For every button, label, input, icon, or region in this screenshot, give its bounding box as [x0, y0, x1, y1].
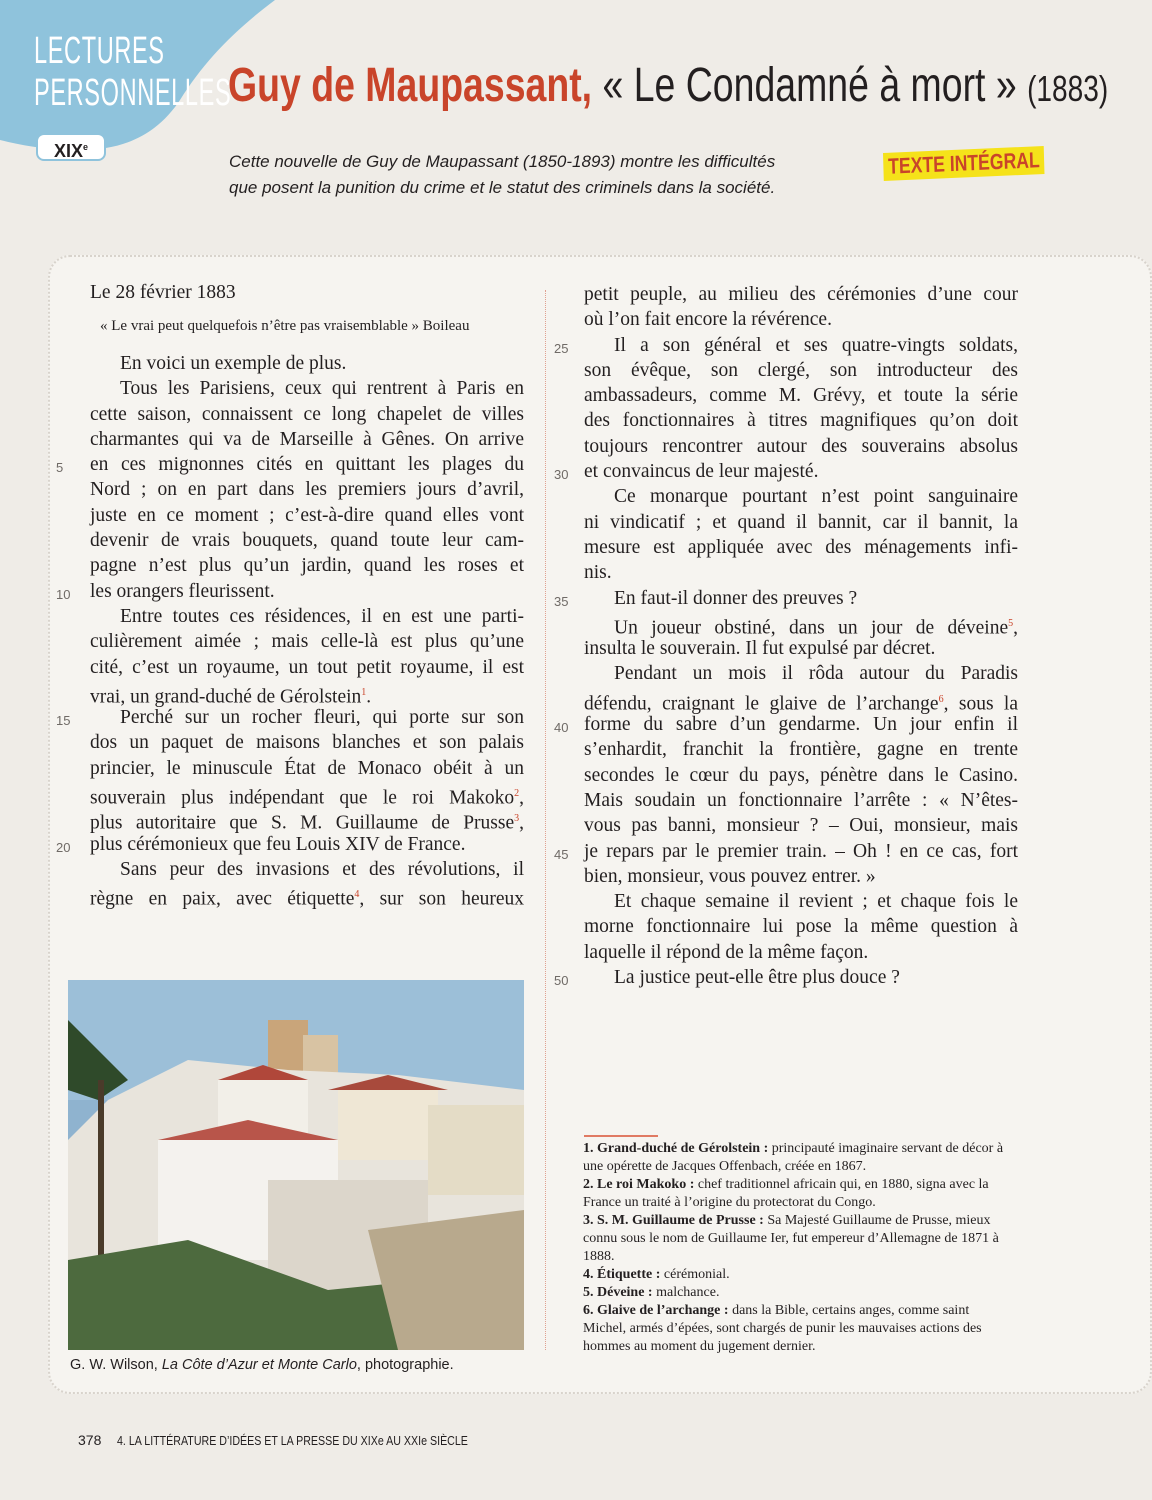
- line-text: ni vindicatif ; et quand il bannit, car il bannit, la: [584, 511, 1018, 533]
- text-line: [584, 636, 1018, 661]
- footnote: [583, 1140, 1015, 1176]
- line-number: 45: [554, 846, 569, 862]
- line-text: Perché sur un rocher fleuri, qui porte sur son: [120, 707, 524, 729]
- line-number: 35: [554, 593, 569, 609]
- page-footer: [78, 1432, 545, 1448]
- text-line: [584, 434, 1018, 459]
- text-line: [90, 477, 524, 502]
- page-title: [228, 58, 1108, 113]
- text-line: [90, 781, 524, 809]
- footnote-ref: 4: [354, 889, 360, 901]
- line-text: souverain plus indépendant que le roi Makoko: [90, 787, 515, 809]
- footnote: [583, 1176, 1015, 1212]
- footnote-term: 6. Glaive de l’archange :: [583, 1303, 729, 1318]
- text-line: [90, 857, 524, 882]
- line-text: vrai, un grand-duché de Gérolstein: [90, 686, 362, 708]
- line-text: plus cérémonieux que feu Louis XIV de France.: [90, 833, 466, 855]
- text-line: [584, 687, 1019, 715]
- text-line: [584, 763, 1018, 788]
- text-line: [90, 655, 524, 680]
- text-line: [584, 510, 1018, 535]
- text-line: [584, 864, 1018, 889]
- line-text: Tous les Parisiens, ceux qui rentrent à Paris en: [120, 378, 524, 400]
- line-text: où l’on fait encore la révérence.: [584, 309, 832, 331]
- footnote-ref: 3: [514, 813, 520, 825]
- chapter-title: 4. LA LITTÉRATURE D’IDÉES ET LA PRESSE DU XIXe AU XXIe SIÈCLE: [117, 1433, 469, 1448]
- caption-title: La Côte d’Azur et Monte Carlo: [161, 1357, 357, 1373]
- line-text: , sous la: [943, 693, 1019, 715]
- text-line: [56, 832, 524, 857]
- text-line: [90, 756, 524, 781]
- line-text: Il a son général et ses quatre-vingts soldats,: [614, 334, 1018, 356]
- line-number: 5: [56, 460, 64, 476]
- footnote: [583, 1266, 1015, 1284]
- line-text: s’enhardit, franchit la frontière, gagne en trente: [584, 739, 1018, 761]
- line-text: laquelle il répond de la même façon.: [584, 941, 869, 963]
- page-number: 378: [78, 1432, 102, 1448]
- text-line: [584, 737, 1018, 762]
- epigraph: « Le vrai peut quelquefois n’être pas vraisemblable » Boileau: [100, 318, 470, 334]
- caption-author: G. W. Wilson,: [70, 1357, 162, 1373]
- line-text: défendu, craignant le glaive de l’archange: [584, 693, 939, 715]
- footnote: [583, 1212, 1015, 1266]
- photo-caption: [70, 1357, 454, 1373]
- text-line: [90, 604, 524, 629]
- line-text: petit peuple, au milieu des cérémonies d’une cour: [584, 284, 1018, 305]
- text-line: [554, 586, 1018, 611]
- footnote-ref: 6: [938, 693, 944, 705]
- text-line: [584, 383, 1018, 408]
- text-line: [584, 661, 1018, 686]
- line-text: cité, c’est un royaume, un tout petit royaume, il est: [90, 656, 524, 678]
- intro-line: Cette nouvelle de Guy de Maupassant (1850-1893) montre les difficultés: [229, 152, 776, 171]
- line-text: pagne n’est plus qu’un jardin, quand les roses et: [90, 555, 524, 577]
- text-line: [554, 712, 1018, 737]
- footnote-ref: 2: [514, 788, 520, 800]
- text-line: [90, 629, 524, 654]
- line-text: son évêque, son clergé, son introducteur des: [584, 359, 1018, 381]
- section-label-line1: LECTURES: [34, 30, 165, 72]
- text-line: [90, 351, 524, 376]
- line-text: bien, monsieur, vous pouvez entrer. »: [584, 865, 876, 887]
- footnote: [583, 1284, 1015, 1302]
- line-text: En faut-il donner des preuves ?: [614, 587, 858, 609]
- footnote-definition: malchance.: [652, 1285, 720, 1300]
- line-text: Et chaque semaine il revient ; et chaque fois le: [614, 891, 1018, 913]
- footnote-ref: 1: [361, 686, 367, 698]
- footnote-definition: Sa Majesté Guillaume de Prusse, mieux connu sous le nom de Guillaume Ier, fut empereur d’Allemagne de 1871 à 1888.: [583, 1213, 999, 1264]
- text-line: [584, 535, 1018, 560]
- line-number: 25: [554, 340, 569, 356]
- text-column-left: [56, 351, 524, 910]
- line-text: Entre toutes ces résidences, il en est une parti-: [120, 605, 524, 627]
- line-text: secondes le cœur du pays, pénètre dans le Casino.: [584, 764, 1018, 786]
- line-text: Sans peur des invasions et des révolutions, il: [120, 858, 524, 880]
- text-line: [584, 611, 1018, 639]
- text-column-right: [554, 282, 1019, 990]
- line-number: 10: [56, 586, 71, 602]
- footnote: [583, 1302, 1015, 1356]
- text-line: [584, 484, 1018, 509]
- footnote-ref: 5: [1008, 617, 1014, 629]
- text-line: [554, 333, 1018, 358]
- line-text: je repars par le premier train. – Oh ! en ce cas, fort: [584, 840, 1018, 862]
- footnote-term: 4. Étiquette :: [583, 1267, 661, 1282]
- text-line: [90, 882, 524, 910]
- line-text: ,: [519, 812, 524, 834]
- line-number: 15: [56, 713, 71, 729]
- text-line: [90, 730, 524, 755]
- caption-rest: , photographie.: [356, 1357, 454, 1373]
- line-text: des fonctionnaires à titres magnifiques qu’on doit: [584, 410, 1018, 432]
- line-text: mesure est appliquée avec des ménagements infi-: [584, 536, 1018, 558]
- line-text: en ces mignonnes cités en quittant les plages du: [90, 454, 524, 476]
- line-text: En voici un exemple de plus.: [120, 353, 347, 374]
- line-text: règne en paix, avec étiquette: [90, 888, 355, 910]
- text-line: [90, 680, 524, 708]
- line-text: dos un paquet de maisons blanches et son palais: [90, 732, 524, 754]
- text-line: [584, 889, 1018, 914]
- line-text: morne fonctionnaire lui pose la même question à: [584, 916, 1018, 938]
- footnote-definition: cérémonial.: [660, 1267, 730, 1282]
- title-author: Guy de Maupassant,: [228, 59, 593, 112]
- text-line: [90, 427, 524, 452]
- text-line: [584, 940, 1018, 965]
- text-line: [56, 579, 524, 604]
- line-number: 50: [554, 973, 569, 989]
- line-text: ambassadeurs, comme M. Grévy, et toute la série: [584, 385, 1018, 407]
- line-text: nis.: [584, 562, 612, 584]
- line-text: juste en ce moment ; c’est-à-dire quand elles vont: [90, 504, 524, 526]
- footnote-term: 5. Déveine :: [583, 1285, 653, 1300]
- text-line: [584, 408, 1018, 433]
- line-text: Mais soudain un fonctionnaire l’arrête : « N’êtes-: [584, 789, 1018, 811]
- text-line: [584, 282, 1018, 307]
- intro-line: que posent la punition du crime et le statut des criminels dans la société.: [229, 178, 776, 197]
- line-text: et convaincus de leur majesté.: [584, 461, 819, 483]
- footnotes: [583, 1140, 1015, 1356]
- text-line: [90, 553, 524, 578]
- letter-date: Le 28 février 1883: [90, 282, 236, 303]
- line-text: Pendant un mois il rôda autour du Paradis: [614, 663, 1018, 685]
- line-text: insulta le souverain. Il fut expulsé par décret.: [584, 638, 936, 660]
- line-text: plus autoritaire que S. M. Guillaume de Prusse: [90, 812, 515, 834]
- text-line: [90, 806, 524, 834]
- line-text: culièrement aimée ; mais celle-là est plus qu’une: [90, 631, 524, 653]
- text-line: [90, 528, 524, 553]
- line-text: La justice peut-elle être plus douce ?: [614, 967, 900, 989]
- section-label-line2: PERSONNELLES: [34, 72, 232, 114]
- line-text: .: [366, 686, 372, 708]
- line-text: Ce monarque pourtant n’est point sanguinaire: [614, 486, 1018, 508]
- line-text: ,: [519, 787, 524, 809]
- text-line: [56, 705, 524, 730]
- line-text: , sur son heureux: [359, 888, 524, 910]
- line-text: cette saison, connaissent ce long chapelet de villes: [90, 403, 524, 425]
- century-sup: e: [83, 142, 89, 152]
- line-text: princier, le minuscule État de Monaco obéit à un: [90, 757, 524, 779]
- century-badge: [36, 133, 106, 161]
- footnote-term: 3. S. M. Guillaume de Prusse :: [583, 1213, 764, 1228]
- monaco-photo: [68, 980, 524, 1350]
- footnote-definition: chef traditionnel africain qui, en 1880, signa avec la France un traité à l’origine du protectorat du Congo.: [583, 1177, 989, 1210]
- line-text: les orangers fleurissent.: [90, 580, 275, 602]
- text-line: [584, 788, 1018, 813]
- footnote-definition: dans la Bible, certains anges, comme saint Michel, armés d’épées, sont chargés de punir les mauvaises actions des hommes au moment du jugement dernier.: [583, 1303, 982, 1354]
- text-line: [584, 560, 1018, 585]
- footnote-term: 2. Le roi Makoko :: [583, 1177, 695, 1192]
- line-text: forme du sabre d’un gendarme. Un jour enfin il: [584, 714, 1018, 736]
- intro-text: [229, 149, 775, 201]
- footnote-rule: [584, 1135, 658, 1137]
- text-line: [554, 459, 1018, 484]
- title-year: (1883): [1027, 68, 1109, 109]
- text-line: [584, 914, 1018, 939]
- line-text: toujours rencontrer autour des souverains absolus: [584, 435, 1018, 457]
- text-line: [584, 358, 1018, 383]
- century-text: XIX: [53, 141, 83, 161]
- text-line: [554, 965, 1018, 990]
- line-number: 30: [554, 467, 569, 483]
- column-divider: [545, 290, 546, 1350]
- line-text: Nord ; on en part dans les premiers jours d’avril,: [90, 479, 524, 501]
- text-line: [90, 503, 524, 528]
- line-number: 40: [554, 720, 569, 736]
- text-line: [584, 813, 1018, 838]
- text-line: [90, 376, 524, 401]
- line-text: charmantes qui va de Marseille à Gênes. On arrive: [90, 428, 524, 450]
- text-line: [554, 839, 1018, 864]
- text-line: [56, 452, 524, 477]
- section-label: [34, 30, 231, 114]
- text-line: [90, 402, 524, 427]
- line-number: 20: [56, 839, 71, 855]
- line-text: vous pas banni, monsieur ? – Oui, monsieur, mais: [584, 815, 1018, 837]
- full-text-badge: TEXTE INTÉGRAL: [883, 146, 1045, 181]
- line-text: ,: [1013, 617, 1018, 639]
- footnote-definition: principauté imaginaire servant de décor à une opérette de Jacques Offenbach, créée en 1867.: [583, 1141, 1004, 1174]
- line-text: devenir de vrais bouquets, quand toute leur cam-: [90, 530, 524, 552]
- line-text: Un joueur obstiné, dans un jour de déveine: [614, 617, 1009, 639]
- footnote-term: 1. Grand-duché de Gérolstein :: [583, 1141, 769, 1156]
- title-work: « Le Condamné à mort »: [602, 59, 1017, 112]
- text-line: [584, 307, 1018, 332]
